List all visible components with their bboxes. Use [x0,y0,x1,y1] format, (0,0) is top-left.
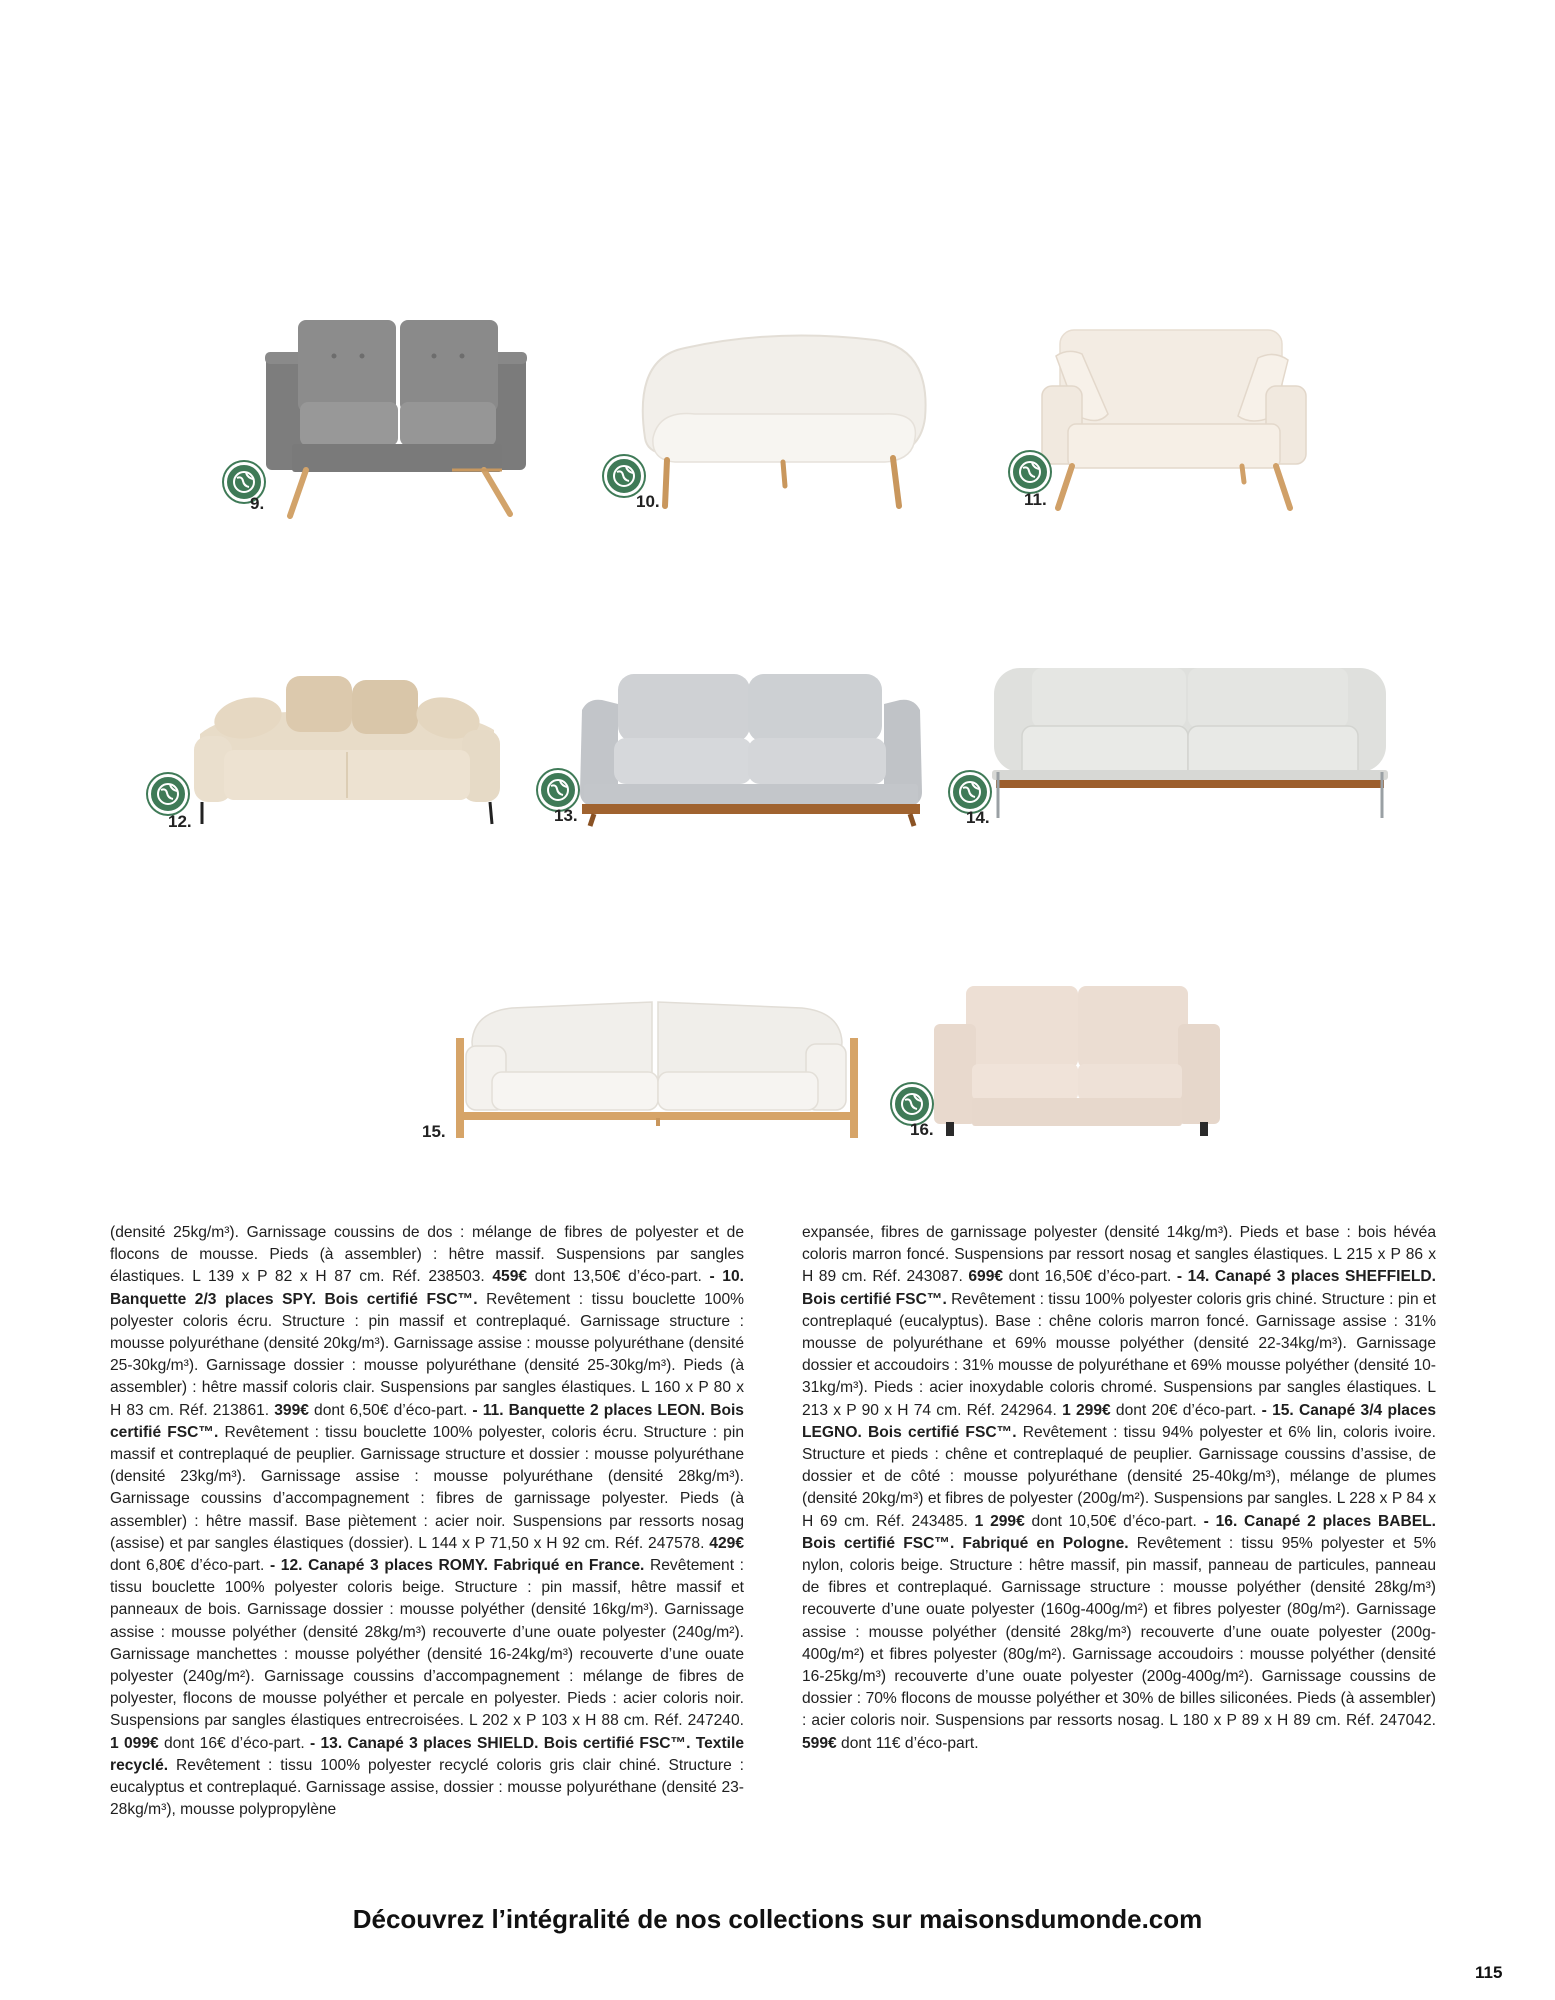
eco-badge-10 [604,456,644,496]
product-15 [452,992,862,1142]
text-run: dont 16€ d’éco-part. [158,1734,310,1752]
text-run: dont 10,50€ d’éco-part. [1024,1512,1204,1530]
text-run: dont 16,50€ d’éco-part. [1003,1268,1177,1286]
product-16 [932,984,1220,1140]
sofa-image [578,672,924,828]
product-title: - 14. Canapé 3 places SHEFFIELD. Bois certifié FSC™. [802,1268,1436,1308]
text-run: Revêtement : tissu 100% polyester recyclé coloris gris clair chiné. Structure : eucalyptus et contreplaqué. Garnissage assise, dossier : mousse polyuréthane (densité 23-28kg/m³), mousse polypropylène [110,1756,744,1819]
text-run: (densité 25kg/m³). Garnissage coussins de dos : mélange de fibres de polyester et de flocons de mousse. Pieds (à assembler) : hêtre massif. Suspensions par sangles élastiques. L 139 x P 82 x H 87 cm. Réf. 238503. [110,1224,744,1286]
text-run: expansée, fibres de garnissage polyester (densité 14kg/m³). Pieds et base : bois hévéa coloris marron foncé. Suspensions par ressort nosag et sangles élastiques. L 215 x P 86 x H 89 cm. Réf. 243087. [802,1224,1436,1286]
product-title: - 11. Banquette 2 places LEON. Bois certifié FSC™. [110,1401,744,1441]
price: 459€ [492,1268,528,1286]
text-run: Revêtement : tissu bouclette 100% polyester coloris beige. Structure : pin massif, hêtre massif et panneaux de bois. Garnissage dossier : mousse polyéther (densité 16kg/m³). Garnissage assise : mousse polyéther (densité 28kg/m³) recouverte d’une ouate polyester (240g/m²). Garnissage manchettes : mousse polyéther (densité 16-24kg/m³) recouverte d’une ouate polyester (240g/m²). Garnissage coussins d’accompagnement : mélange de fibres de polyester, flocons de mousse polyéther et percale en polyester. Pieds : acier coloris noir. Suspensions par sangles élastiques entrecroisées. L 202 x P 103 x H 88 cm. Réf. 247240. [110,1557,744,1730]
product-title: - 15. Canapé 3/4 places LEGNO. Bois certifié FSC™. [802,1401,1436,1441]
sofa-image [988,664,1392,824]
product-number: 16. [910,1120,934,1139]
price: 1 299€ [1062,1401,1111,1419]
sofa-image [262,318,548,518]
product-title: - 10. Banquette 2/3 places SPY. Bois certifié FSC™. [110,1268,744,1308]
sofa-image [625,328,935,518]
eco-globe-icon [607,459,641,493]
text-run: Revêtement : tissu 100% polyester coloris gris chiné. Structure : pin et contreplaqué (eucalyptus). Base : chêne coloris marron foncé. Garnissage assise : 31% mousse de polyuréthane et 69% mousse polyéther (densité 22-34kg/m³). Garnissage dossier et accoudoirs : 31% mousse de polyuréthane et 69% mousse polyéther (densité 10-31kg/m³). Pieds : acier inoxydable coloris chromé. Suspensions par sangles élastiques. L 213 x P 90 x H 74 cm. Réf. 242964. [802,1290,1436,1419]
product-title: - 13. Canapé 3 places SHIELD. Bois certifié FSC™. Textile recyclé. [110,1734,745,1774]
eco-globe-icon [541,773,575,807]
product-number: 15. [422,1122,446,1141]
sofa-image [190,674,504,830]
eco-globe-icon [953,775,987,809]
page-number: 115 [1475,1963,1503,1982]
product-10 [625,328,935,518]
text-run: dont 6,50€ d’éco-part. [308,1401,473,1419]
description-column-left [110,1222,744,1821]
text-run: dont 13,50€ d’éco-part. [527,1268,710,1286]
text-run: Revêtement : tissu 95% polyester et 5% nylon, coloris beige. Structure : hêtre massif, pin massif, panneau de particules, panneau de fibres et contreplaqué. Garnissage structure : mousse polyéther (densité 28kg/m³) recouverte d’une ouate polyester (160g-400g/m²) et fibres polyester (80g/m²). Garnissage assise : mousse polyéther (densité 28kg/m³) recouverte d’une ouate polyester (200g-400g/m²) et fibres polyester (80g/m²). Garnissage accoudoirs : mousse polyéther (densité 16-25kg/m³) recouverte d’une ouate polyester (200g-400g/m²). Garnissage coussins de dossier : 70% flocons de mousse polyéther et 30% de billes siliconées. Pieds (à assembler) : acier coloris noir. Suspensions par ressorts nosag. L 180 x P 89 x H 89 cm. Réf. 247042. [802,1534,1437,1730]
sofa-image [932,984,1220,1140]
product-number: 9. [250,494,265,513]
product-13 [578,672,924,828]
product-number: 13. [554,806,578,825]
sofa-image [1038,326,1310,512]
text-run: dont 11€ d’éco-part. [836,1734,979,1752]
product-number: 10. [636,492,660,511]
product-title: - 16. Canapé 2 places BABEL. Bois certifié FSC™. Fabriqué en Pologne. [802,1512,1436,1552]
product-title: - 12. Canapé 3 places ROMY. Fabriqué en France. [269,1557,645,1575]
price: 599€ [802,1734,837,1752]
product-number: 11. [1024,490,1047,509]
product-9 [262,318,548,518]
sofa-image [452,992,862,1142]
price: 429€ [709,1534,744,1552]
text-run: Revêtement : tissu bouclette 100% polyester coloris écru. Structure : pin massif et contreplaqué. Garnissage structure : mousse polyuréthane (densité 20kg/m³). Garnissage assise : mousse polyuréthane (densité 25-30kg/m³). Garnissage dossier : mousse polyuréthane (densité 25-30kg/m³). Pieds (à assembler) : hêtre massif coloris clair. Suspensions par sangles élastiques. L 160 x P 80 x H 83 cm. Réf. 213861. [110,1290,744,1419]
product-11 [1038,326,1310,512]
text-run: Revêtement : tissu 94% polyester et 6% lin, coloris ivoire. Structure et pieds : chêne et contreplaqué de peuplier. Garnissage coussins d’assise, de dossier et de côté : mousse polyuréthane (densité 25-40kg/m³), mélange de plumes (densité 20kg/m³) et fibres de polyester (200g/m²). Suspensions par sangles. L 228 x P 84 x H 69 cm. Réf. 243485. [802,1423,1436,1530]
eco-badge-16 [892,1084,932,1124]
price: 1 099€ [110,1734,159,1752]
eco-badge-11 [1010,452,1050,492]
eco-globe-icon [895,1087,929,1121]
product-14 [988,664,1392,824]
footer-cta[interactable]: Découvrez l’intégralité de nos collections sur maisonsdumonde.com [352,1904,1203,1934]
description-column-right [802,1222,1436,1755]
eco-badge-12 [148,774,188,814]
product-12 [190,674,504,830]
price: 699€ [968,1268,1004,1286]
eco-globe-icon [151,777,185,811]
eco-globe-icon [1013,455,1047,489]
price: 399€ [274,1401,309,1419]
text-run: dont 20€ d’éco-part. [1110,1401,1262,1419]
eco-badge-13 [538,770,578,810]
text-run: dont 6,80€ d’éco-part. [110,1557,270,1575]
price: 1 299€ [974,1512,1025,1530]
text-run: Revêtement : tissu bouclette 100% polyester, coloris écru. Structure : pin massif et contreplaqué de peuplier. Garnissage structure et dossier : mousse polyuréthane (densité 23kg/m³). Garnissage assise : mousse polyuréthane (densité 28kg/m³). Garnissage coussins d’accompagnement : fibres de garnissage polyester. Pieds (à assembler) : hêtre massif. Base piètement : acier noir. Suspensions par ressorts nosag (assise) et par sangles élastiques (dossier). L 144 x P 71,50 x H 92 cm. Réf. 247578. [110,1423,744,1552]
eco-badge-14 [950,772,990,812]
product-number: 14. [966,808,990,827]
product-number: 12. [168,812,192,831]
